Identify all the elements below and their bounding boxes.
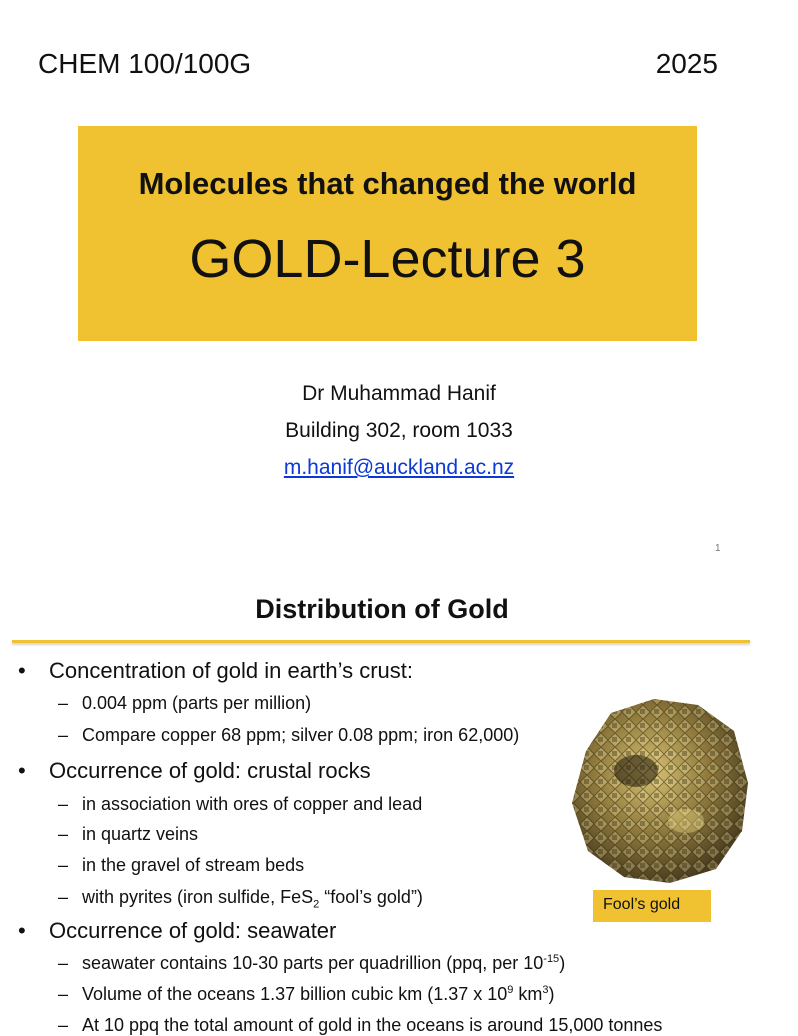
- pyrite-nugget-icon: [566, 691, 752, 887]
- bullet-text: Occurrence of gold: seawater: [49, 918, 337, 943]
- dash-marker: –: [58, 984, 69, 1004]
- dash-marker: –: [58, 1015, 69, 1035]
- sub-bullet-text: in the gravel of stream beds: [82, 855, 305, 875]
- dash-marker: –: [58, 693, 69, 713]
- dash-marker: –: [58, 794, 69, 814]
- content-slide: [0, 576, 768, 1035]
- sub-bullet-text-part: seawater contains 10-30 parts per quadrillion (ppq, per 10: [82, 953, 544, 973]
- lecture-series-subtitle: Molecules that changed the world: [138, 166, 637, 201]
- lecturer-name: Dr Muhammad Hanif: [302, 382, 496, 405]
- dash-marker: –: [58, 953, 69, 973]
- sub-bullet-text-part: with pyrites (iron sulfide, FeS: [82, 887, 314, 907]
- sub-bullet-text: [82, 984, 555, 1005]
- dash-marker: –: [58, 725, 69, 745]
- sub-bullet-text: Compare copper 68 ppm; silver 0.08 ppm; iron 62,000): [82, 725, 520, 745]
- dash-marker: –: [58, 887, 69, 907]
- sub-bullet-text: 0.004 ppm (parts per million): [82, 693, 312, 713]
- exponent: 3: [542, 984, 549, 996]
- lecturer-office: Building 302, room 1033: [285, 419, 513, 442]
- sub-bullet-text-part: Volume of the oceans 1.37 billion cubic km (1.37 x 10: [82, 984, 508, 1004]
- page-number: 1: [715, 543, 721, 554]
- sub-bullet-text-part: ): [559, 953, 566, 973]
- bullet-text: Concentration of gold in earth’s crust:: [49, 658, 414, 683]
- dash-marker: –: [58, 824, 69, 844]
- bullet-text: Occurrence of gold: crustal rocks: [49, 758, 371, 783]
- subscript-2: 2: [313, 898, 320, 911]
- course-year: 2025: [655, 48, 718, 79]
- lecture-title: GOLD-Lecture 3: [189, 229, 586, 289]
- sub-bullet-text: [82, 953, 565, 974]
- image-caption: Fool’s gold: [593, 890, 711, 922]
- sub-bullet-text: [82, 887, 423, 911]
- bullet-marker: •: [18, 658, 26, 683]
- heading-divider: [12, 640, 750, 643]
- sub-bullet-text-part: km: [513, 984, 543, 1004]
- slide-heading: Distribution of Gold: [255, 594, 509, 624]
- lecturer-email-link[interactable]: m.hanif@auckland.ac.nz: [283, 456, 515, 479]
- sub-bullet-text: in quartz veins: [82, 824, 199, 844]
- sub-bullet-text: in association with ores of copper and lead: [82, 794, 423, 814]
- sub-bullet-text: At 10 ppq the total amount of gold in the oceans is around 15,000 tonnes: [82, 1015, 663, 1035]
- bullet-marker: •: [18, 918, 26, 943]
- course-code: CHEM 100/100G: [38, 48, 252, 79]
- exponent: 9: [507, 984, 514, 996]
- sub-bullet-text-part: “fool’s gold”): [319, 887, 423, 907]
- title-banner: [78, 126, 697, 341]
- dash-marker: –: [58, 855, 69, 875]
- sub-bullet-text-part: ): [548, 984, 555, 1004]
- exponent: -15: [543, 953, 560, 965]
- bullet-marker: •: [18, 758, 26, 783]
